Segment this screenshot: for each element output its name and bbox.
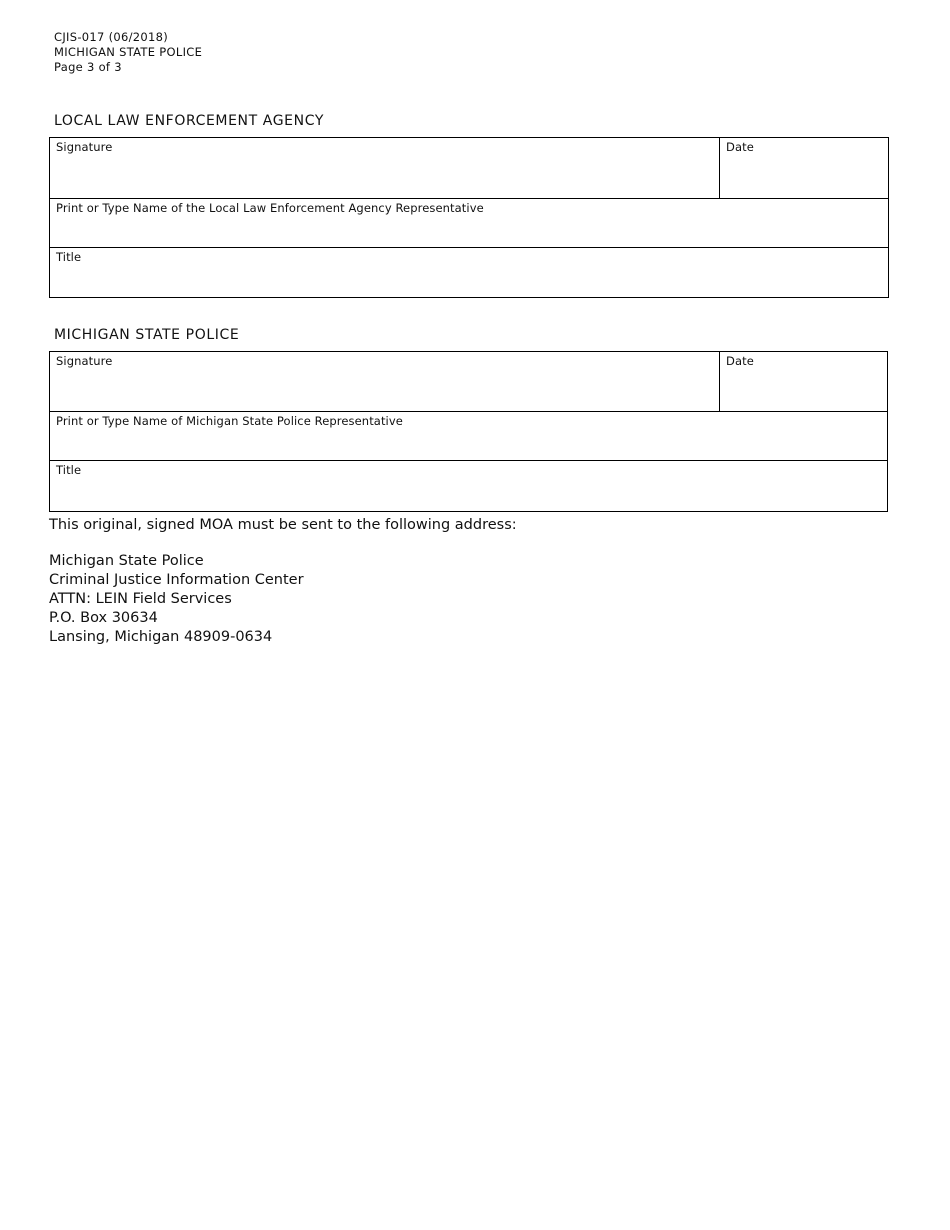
local-title-field[interactable] — [50, 248, 889, 298]
title-label: Title — [56, 463, 82, 477]
mailing-instructions: This original, signed MOA must be sent to the following address: — [49, 517, 517, 533]
signature-label: Signature — [56, 354, 113, 368]
msp-representative-name-field[interactable] — [50, 412, 888, 461]
page-number: Page 3 of 3 — [54, 60, 122, 74]
address-line: Lansing, Michigan 48909-0634 — [49, 629, 273, 645]
local-representative-name-field[interactable] — [50, 199, 889, 248]
local-signature-field[interactable] — [50, 138, 720, 199]
representative-name-label: Print or Type Name of Michigan State Police Representative — [56, 414, 403, 428]
msp-date-field[interactable] — [720, 352, 888, 412]
msp-title-field[interactable] — [50, 461, 888, 512]
msp-signature-field[interactable] — [50, 352, 720, 412]
msp-signature-form — [49, 351, 888, 512]
local-date-field[interactable] — [720, 138, 889, 199]
form-header — [54, 30, 202, 75]
local-agency-section-title: LOCAL LAW ENFORCEMENT AGENCY — [54, 113, 324, 129]
title-label: Title — [56, 250, 82, 264]
local-agency-signature-form — [49, 137, 889, 298]
signature-label: Signature — [56, 140, 113, 154]
address-line: P.O. Box 30634 — [49, 610, 158, 626]
form-id: CJIS-017 (06/2018) — [54, 30, 169, 44]
representative-name-label: Print or Type Name of the Local Law Enforcement Agency Representative — [56, 201, 484, 215]
msp-section-title: MICHIGAN STATE POLICE — [54, 327, 240, 343]
address-line: ATTN: LEIN Field Services — [49, 591, 232, 607]
agency-name: MICHIGAN STATE POLICE — [54, 45, 203, 59]
date-label: Date — [726, 354, 754, 368]
address-line: Criminal Justice Information Center — [49, 572, 304, 588]
date-label: Date — [726, 140, 754, 154]
mailing-address — [49, 552, 304, 647]
address-line: Michigan State Police — [49, 553, 204, 569]
